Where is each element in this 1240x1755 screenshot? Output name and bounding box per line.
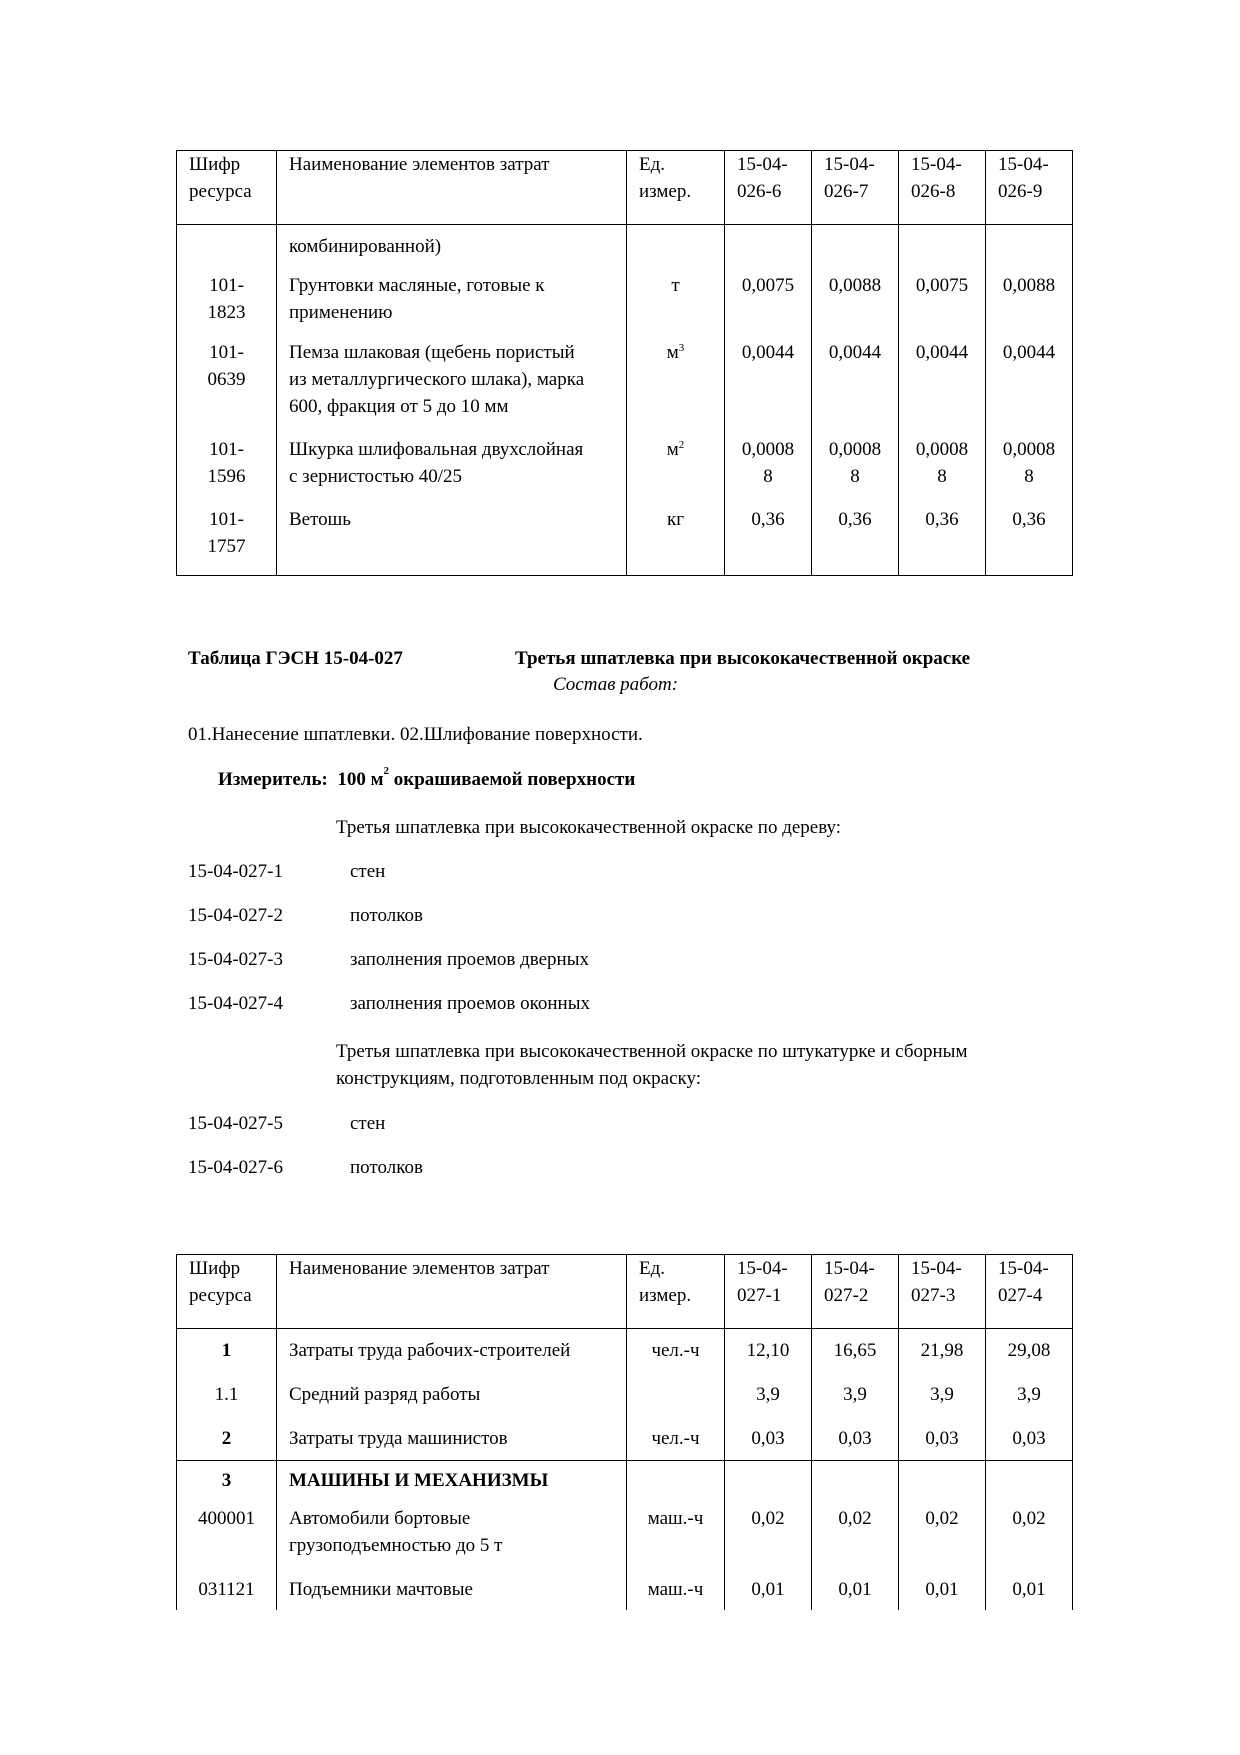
meter-value: 100 м (337, 769, 384, 790)
table-row (177, 269, 1073, 339)
header-code: Шифр ресурса (177, 1255, 277, 1329)
row-unit: $м^2$ (627, 436, 725, 506)
row-value: 0,0044 (899, 339, 986, 436)
row-code: 031121 (177, 1576, 277, 1610)
group-heading-plaster-2: конструкциям, подготовленным под окраску: (336, 1068, 702, 1089)
row-value: 0,0008 8 (899, 436, 986, 506)
item-code: 15-04-027-5 (188, 1113, 283, 1134)
item-code: 15-04-027-4 (188, 993, 283, 1014)
row-value: 0,02 (812, 1505, 899, 1576)
row-value: 0,02 (986, 1505, 1073, 1576)
resource-table-027 (176, 1254, 1073, 1610)
header-col-2: 15-04- 026-7 (812, 151, 899, 225)
table-header-row (177, 151, 1073, 225)
table-row (177, 339, 1073, 436)
row-value: 0,01 (986, 1576, 1073, 1610)
item-code: 15-04-027-2 (188, 905, 283, 926)
row-value: 0,03 (812, 1417, 899, 1461)
row-code: 400001 (177, 1505, 277, 1576)
row-value: 0,36 (899, 506, 986, 576)
row-value: 0,0075 (725, 269, 812, 339)
resource-table-026 (176, 150, 1073, 576)
row-value: 29,08 (986, 1329, 1073, 1373)
item-name: стен (350, 861, 386, 882)
item-code: 15-04-027-3 (188, 949, 283, 970)
work-text: 01.Нанесение шпатлевки. 02.Шлифование поверхности. (188, 724, 643, 745)
row-code: 2 (177, 1417, 277, 1461)
meter-rest: окрашиваемой поверхности (389, 769, 636, 790)
row-code: 101- 1596 (177, 436, 277, 506)
header-unit: Ед. измер. (627, 151, 725, 225)
row-value: 0,36 (725, 506, 812, 576)
row-value: 0,01 (725, 1576, 812, 1610)
item-name: стен (350, 1113, 386, 1134)
row-name: Шкурка шлифовальная двухслойная с зернистостью 40/25 (277, 436, 627, 506)
header-name: Наименование элементов затрат (277, 151, 627, 225)
row-value: 0,0008 8 (812, 436, 899, 506)
row-name: Затраты труда рабочих-строителей (277, 1329, 627, 1373)
row-value: 0,36 (986, 506, 1073, 576)
meter-label: Измеритель: (218, 769, 328, 790)
meter-line: Измеритель: 100 $м^2$ окрашиваемой поверхности (218, 765, 636, 790)
row-value: 0,0075 (899, 269, 986, 339)
row-code: 1 (177, 1329, 277, 1373)
row-value: 0,02 (899, 1505, 986, 1576)
row-unit: т (627, 269, 725, 339)
row-unit: маш.-ч (627, 1576, 725, 1610)
row-value: 21,98 (899, 1329, 986, 1373)
header-col-3: 15-04- 026-8 (899, 151, 986, 225)
row-code: 101- 1757 (177, 506, 277, 576)
item-name: заполнения проемов дверных (350, 949, 589, 970)
row-name: Пемза шлаковая (щебень пористый из металлургического шлака), марка 600, фракция от 5 до 10 мм (277, 339, 627, 436)
row-value: 3,9 (725, 1373, 812, 1417)
row-code: 101- 1823 (177, 269, 277, 339)
table-row (177, 506, 1073, 576)
row-value: 0,03 (725, 1417, 812, 1461)
section-title: Третья шпатлевка при высококачественной окраске (515, 648, 971, 669)
table-row (177, 1329, 1073, 1373)
group-heading-wood: Третья шпатлевка при высококачественной окраске по дереву: (336, 817, 842, 838)
row-code: 101- 0639 (177, 339, 277, 436)
row-name: Подъемники мачтовые (277, 1576, 627, 1610)
row-unit: кг (627, 506, 725, 576)
row-value: 0,01 (899, 1576, 986, 1610)
row-name: Затраты труда машинистов (277, 1417, 627, 1461)
header-col-3: 15-04- 027-3 (899, 1255, 986, 1329)
header-col-4: 15-04- 027-4 (986, 1255, 1073, 1329)
row-unit: чел.-ч (627, 1329, 725, 1373)
work-heading: Состав работ: (553, 674, 679, 695)
continuation-text: комбинированной) (277, 225, 627, 269)
row-value: 12,10 (725, 1329, 812, 1373)
row-value: 0,0088 (986, 269, 1073, 339)
row-name: Грунтовки масляные, готовые к применению (277, 269, 627, 339)
header-code: Шифр ресурса (177, 151, 277, 225)
row-unit: чел.-ч (627, 1417, 725, 1461)
item-name: заполнения проемов оконных (350, 993, 590, 1014)
row-value: 0,03 (986, 1417, 1073, 1461)
row-value: 0,0008 8 (986, 436, 1073, 506)
item-code: 15-04-027-1 (188, 861, 283, 882)
row-code: 1.1 (177, 1373, 277, 1417)
row-unit: маш.-ч (627, 1505, 725, 1576)
row-value: 0,0008 8 (725, 436, 812, 506)
row-value: 0,02 (725, 1505, 812, 1576)
row-name: Ветошь (277, 506, 627, 576)
header-col-1: 15-04- 026-6 (725, 151, 812, 225)
row-value: 3,9 (812, 1373, 899, 1417)
group-heading-plaster-1: Третья шпатлевка при высококачественной окраске по штукатурке и сборным (336, 1041, 968, 1062)
row-unit (627, 1373, 725, 1417)
table-row (177, 1373, 1073, 1417)
row-value: 0,0044 (725, 339, 812, 436)
row-value: 0,36 (812, 506, 899, 576)
row-value: 0,03 (899, 1417, 986, 1461)
table-row (177, 1505, 1073, 1576)
header-name: Наименование элементов затрат (277, 1255, 627, 1329)
table-label: Таблица ГЭСН 15-04-027 (188, 648, 403, 669)
table-header-row (177, 1255, 1073, 1329)
row-value: 0,01 (812, 1576, 899, 1610)
table-row (177, 1417, 1073, 1461)
row-value: 3,9 (899, 1373, 986, 1417)
item-code: 15-04-027-6 (188, 1157, 283, 1178)
row-name: Автомобили бортовые грузоподъемностью до 5 т (277, 1505, 627, 1576)
item-name: потолков (350, 905, 423, 926)
header-unit: Ед. измер. (627, 1255, 725, 1329)
row-value: 0,0044 (812, 339, 899, 436)
row-value: 16,65 (812, 1329, 899, 1373)
header-col-4: 15-04- 026-9 (986, 151, 1073, 225)
row-value: 0,0088 (812, 269, 899, 339)
item-name: потолков (350, 1157, 423, 1178)
row-unit: $м^3$ (627, 339, 725, 436)
row-name: МАШИНЫ И МЕХАНИЗМЫ (277, 1461, 627, 1505)
row-value: 0,0044 (986, 339, 1073, 436)
header-col-2: 15-04- 027-2 (812, 1255, 899, 1329)
table-row (177, 225, 1073, 269)
table-row (177, 1576, 1073, 1610)
row-value: 3,9 (986, 1373, 1073, 1417)
table-row (177, 436, 1073, 506)
row-code: 3 (177, 1461, 277, 1505)
table-row (177, 1461, 1073, 1505)
row-name: Средний разряд работы (277, 1373, 627, 1417)
header-col-1: 15-04- 027-1 (725, 1255, 812, 1329)
